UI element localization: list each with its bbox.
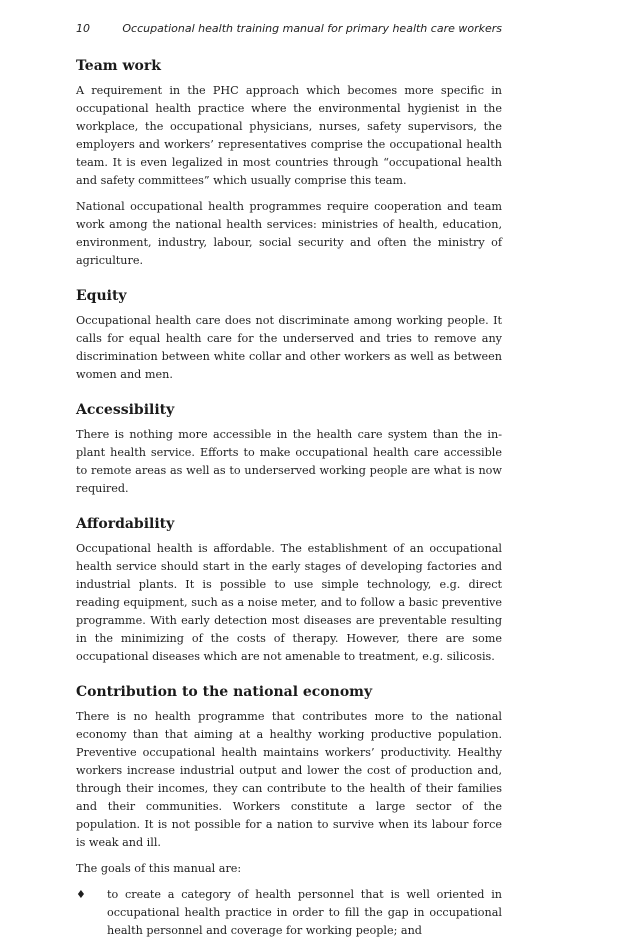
paragraph: Occupational health care does not discriminate among working people. It calls for equal health care for the underserved and tries to remove any discrimination between white collar and other workers as well as between women and men. [76, 314, 502, 381]
paragraph: There is no health programme that contributes more to the national economy than that aiming at a healthy working productive population. Preventive occupational health maintains workers’ productivity. Healthy workers increase industrial output and lower the cost of production and, through their incomes, they can contribute to the health of their families and their communities. Workers constitute a large sector of the population. It is not possible for a nation to survive when its labour force is weak and ill. [76, 710, 502, 849]
list-item [76, 886, 502, 940]
paragraph: There is nothing more accessible in the health care system than the in-plant health service. Efforts to make occupational health care accessible to remote areas as well as to underserved working people are what is now required. [76, 428, 502, 495]
section-heading: Affordability [76, 516, 175, 532]
paragraph: Occupational health is affordable. The establishment of an occupational health service should start in the early stages of developing factories and industrial plants. It is possible to use simple technology, e.g. direct reading equipment, such as a noise meter, and to follow a basic preventive programme. With early detection most diseases are preventable resulting in the minimizing of the costs of therapy. However, there are some occupational diseases which are not amenable to treatment, e.g. silicosis. [76, 542, 502, 663]
section-heading: Equity [76, 288, 127, 304]
section-affordability [76, 514, 502, 666]
running-header-title: Occupational health training manual for primary health care workers [122, 22, 502, 35]
section-equity [76, 286, 502, 384]
diamond-bullet-icon: ♦ [76, 888, 86, 901]
section-national-economy [76, 682, 502, 940]
goals-list [76, 886, 502, 940]
paragraph: National occupational health programmes require cooperation and team work among the national health services: ministries of health, education, environment, industry, labour, social security and often the ministry of agriculture. [76, 200, 502, 267]
section-heading: Accessibility [76, 402, 175, 418]
page-number: 10 [76, 22, 90, 35]
section-accessibility [76, 400, 502, 498]
paragraph: A requirement in the PHC approach which becomes more specific in occupational health practice where the environmental hygienist in the workplace, the occupational physicians, nurses, safety supervisors, the employers and workers’ representatives comprise the occupational health team. It is even legalized in most countries through “occupational health and safety committees” which usually comprise this team. [76, 84, 502, 187]
section-heading: Team work [76, 58, 161, 74]
page-content [76, 56, 502, 940]
running-header [76, 22, 502, 40]
section-team-work [76, 56, 502, 270]
list-item-text: to create a category of health personnel that is well oriented in occupational health practice in order to fill the gap in occupational health personnel and coverage for working people; and [107, 888, 502, 937]
section-heading: Contribution to the national economy [76, 684, 373, 700]
paragraph: The goals of this manual are: [76, 862, 242, 875]
